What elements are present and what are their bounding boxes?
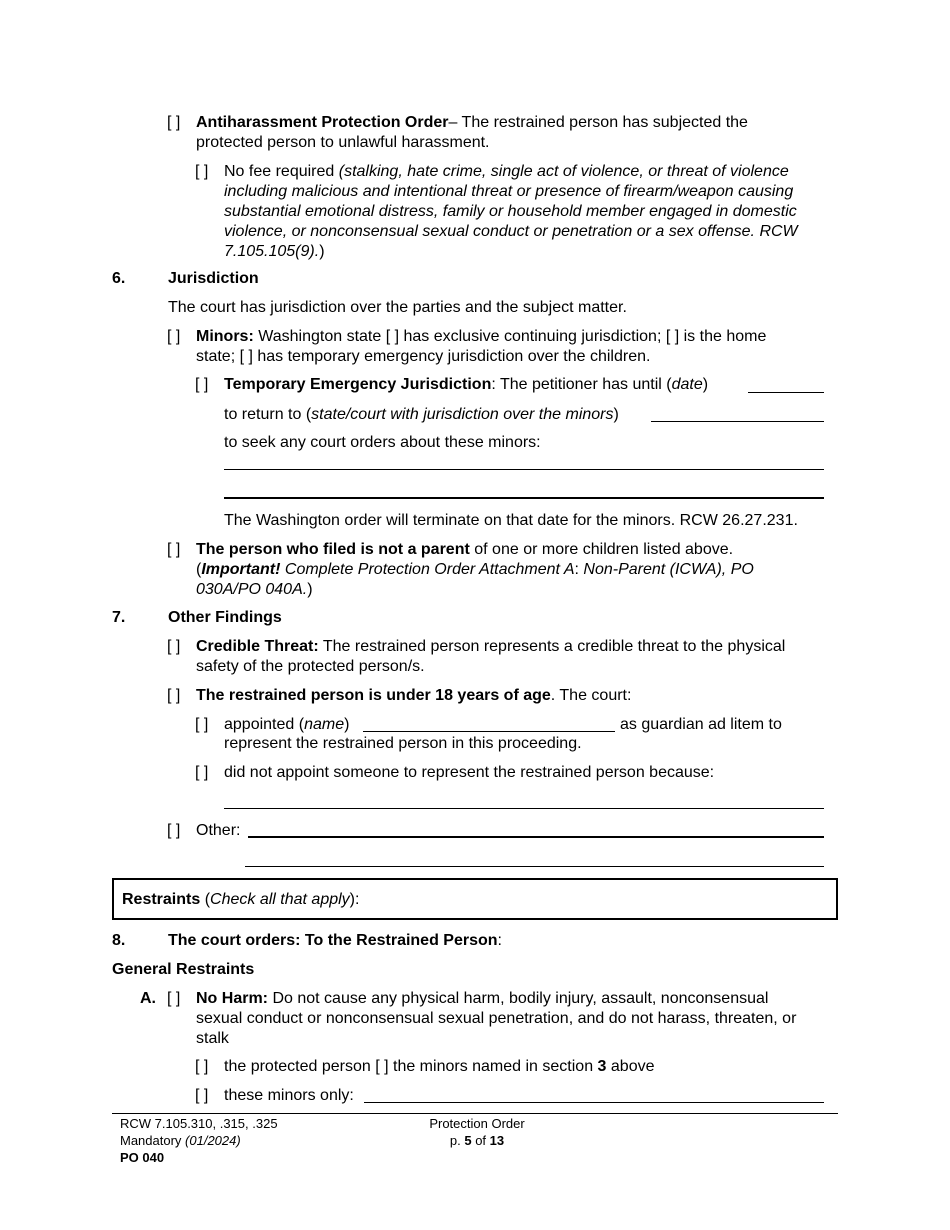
protected-person-text: the protected person [ ] the minors named in section 3 above bbox=[224, 1058, 655, 1075]
minors-text: Minors: Washington state [ ] has exclusive continuing jurisdiction; [ ] is the home state; [ ] has temporary emergency jurisdiction over the children. bbox=[196, 328, 767, 365]
seek-orders-text: to seek any court orders about these minors: bbox=[224, 434, 541, 451]
tej-text: Temporary Emergency Jurisdiction: The petitioner has until (date) bbox=[224, 376, 709, 393]
credible-threat-text: Credible Threat: The restrained person represents a credible threat to the physical safety of the protected person/s. bbox=[196, 638, 786, 675]
footer-form-number: PO 040 bbox=[120, 1150, 165, 1165]
jurisdiction-intro: The court has jurisdiction over the parties and the subject matter. bbox=[168, 299, 627, 316]
section-6-number: 6. bbox=[112, 270, 126, 287]
appointed-text-line-2: represent the restrained person in this proceeding. bbox=[224, 735, 582, 752]
footer-rcw: RCW 7.105.310, .315, .325 bbox=[120, 1116, 278, 1131]
restraints-heading: Restraints (Check all that apply): bbox=[122, 891, 360, 908]
not-appoint-text: did not appoint someone to represent the restrained person because: bbox=[224, 764, 715, 781]
other-label: Other: bbox=[196, 822, 241, 839]
appointed-text: appointed (name) bbox=[224, 716, 350, 733]
section-8-title: The court orders: To the Restrained Person: bbox=[168, 932, 502, 949]
footer-page: p. 5 of 13 bbox=[449, 1133, 505, 1148]
return-to-text: to return to (state/court with jurisdiction over the minors) bbox=[224, 406, 619, 423]
section-8-number: 8. bbox=[112, 932, 126, 949]
footer-divider bbox=[112, 1113, 838, 1114]
footer-center bbox=[424, 1115, 530, 1149]
no-fee-checkbox[interactable]: [ ] bbox=[195, 163, 209, 180]
antiharassment-text: Antiharassment Protection Order– The restrained person has subjected the protected person to unlawful harassment. bbox=[196, 114, 748, 151]
not-appoint-checkbox[interactable]: [ ] bbox=[195, 764, 209, 781]
these-minors-text: these minors only: bbox=[224, 1087, 354, 1104]
non-parent-text: The person who filed is not a parent of one or more children listed above. (Important! Complete Protection Order Attachment A: Non-Parent (ICWA), PO 030A/PO 040A.) bbox=[196, 541, 754, 598]
footer-title: Protection Order bbox=[429, 1116, 525, 1131]
other-line-2[interactable] bbox=[245, 866, 824, 867]
non-parent-checkbox[interactable]: [ ] bbox=[167, 541, 181, 558]
footer-left bbox=[120, 1115, 278, 1166]
guardian-name-line[interactable] bbox=[363, 731, 615, 732]
item-a-letter: A. bbox=[140, 990, 156, 1007]
these-minors-line[interactable] bbox=[364, 1102, 824, 1103]
seek-orders-line-2[interactable] bbox=[224, 497, 824, 499]
under-18-text: The restrained person is under 18 years of age. The court: bbox=[196, 687, 632, 704]
credible-threat-checkbox[interactable]: [ ] bbox=[167, 638, 181, 655]
general-restraints-heading: General Restraints bbox=[112, 961, 255, 978]
footer-mandatory: Mandatory (01/2024) bbox=[120, 1133, 241, 1148]
no-fee-text: No fee required (stalking, hate crime, single act of violence, or threat of violence including malicious and intentional threat or presence of firearm/weapon causing substantial emotional distress, family or household member engaged in domestic violence, or nonconsensual sexual conduct or penetration or a sex offense. RCW 7.105.105(9).) bbox=[224, 163, 798, 260]
appointed-guardian-text: as guardian ad litem to bbox=[620, 716, 782, 733]
appointed-checkbox[interactable]: [ ] bbox=[195, 716, 209, 733]
tej-checkbox[interactable]: [ ] bbox=[195, 376, 209, 393]
other-line-1[interactable] bbox=[248, 836, 824, 838]
other-checkbox[interactable]: [ ] bbox=[167, 822, 181, 839]
under-18-checkbox[interactable]: [ ] bbox=[167, 687, 181, 704]
terminate-text: The Washington order will terminate on that date for the minors. RCW 26.27.231. bbox=[224, 512, 798, 529]
minors-checkbox[interactable]: [ ] bbox=[167, 328, 181, 345]
tej-date-line[interactable] bbox=[748, 392, 824, 393]
antiharassment-checkbox[interactable]: [ ] bbox=[167, 114, 181, 131]
not-appoint-reason-line[interactable] bbox=[224, 808, 824, 809]
no-harm-text: No Harm: Do not cause any physical harm, bodily injury, assault, nonconsensual sexual conduct or nonconsensual sexual penetration, and do not harass, threaten, or stalk bbox=[196, 990, 797, 1047]
section-7-number: 7. bbox=[112, 609, 126, 626]
these-minors-checkbox[interactable]: [ ] bbox=[195, 1087, 209, 1104]
section-7-title: Other Findings bbox=[168, 609, 282, 626]
seek-orders-line-1[interactable] bbox=[224, 469, 824, 470]
return-to-line[interactable] bbox=[651, 421, 824, 422]
no-harm-checkbox[interactable]: [ ] bbox=[167, 990, 181, 1007]
section-6-title: Jurisdiction bbox=[168, 270, 259, 287]
restraints-box bbox=[112, 878, 838, 920]
protected-person-checkbox[interactable]: [ ] bbox=[195, 1058, 209, 1075]
